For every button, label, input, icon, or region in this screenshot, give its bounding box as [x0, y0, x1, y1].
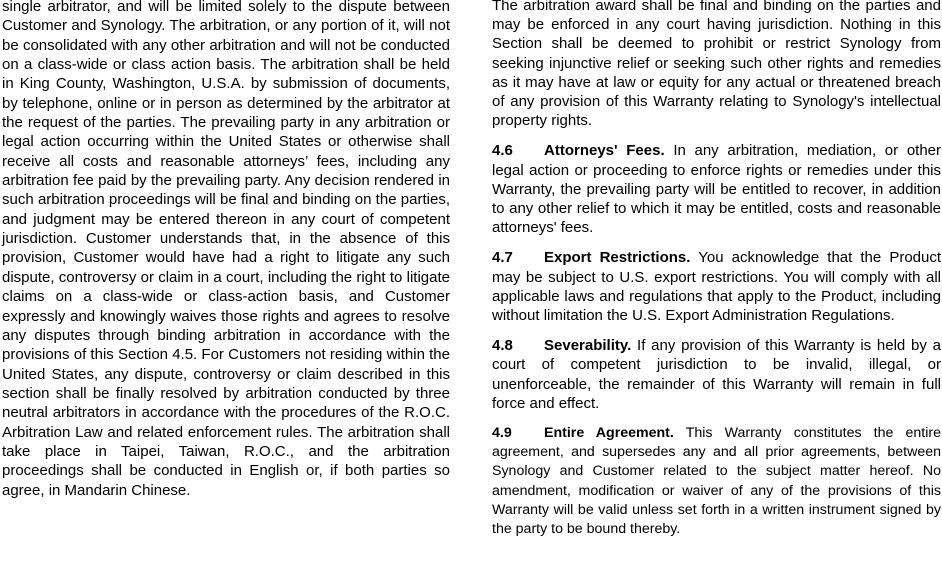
intro-paragraph: The arbitration award shall be final and binding on the parties and may be enforced in any court having jurisdiction. Nothing in this Section shall be deemed to prohibit or restrict Synology from seeking injunctive relief or seeking such other rights and remedies as it may have at law or equity for any actual or threatened breach of any provision of this Warranty relating to Synology's intellectual property rights.: [492, 0, 941, 130]
section-number: 4.8: [492, 337, 513, 355]
section-title: Attorneys' Fees.: [544, 142, 665, 160]
section-body: In any arbitration, mediation, or other legal action or proceeding to enforce rights or remedies under this Warranty, the prevailing party will be entitled to recover, in addition to any other relief to which it may be entitled, costs and reasonable attorneys' fees.: [492, 142, 942, 237]
section-body: You acknowledge that the Product may be subject to U.S. export restrictions. You will comply with all applicable laws and regulations that apply to the Product, including without limitation the U.S. Export Administration Regulations.: [492, 249, 942, 325]
section-number: 4.6: [492, 142, 513, 160]
section-title: Entire Agreement.: [544, 425, 674, 442]
section-4-8: [492, 336, 941, 413]
section-4-7: [492, 248, 941, 325]
section-title: Severability.: [544, 337, 632, 355]
section-number: 4.7: [492, 249, 513, 267]
left-column: [2, 0, 450, 500]
section-number: 4.9: [492, 425, 512, 442]
section-body: If any provision of this Warranty is held by a court of competent jurisdiction to be invalid, illegal, or unenforceable, the remainder of this Warranty will remain in full force and effect.: [492, 337, 941, 412]
section-title: Export Restrictions.: [544, 249, 691, 267]
section-4-6: [492, 141, 941, 237]
left-paragraph: single arbitrator, and will be limited solely to the dispute between Customer and Synology. The arbitration, or any portion of it, will not be consolidated with any other arbitration and will not be conducted on a class-wide or class action basis. The arbitration shall be held in King County, Washington, U.S.A. by submission of documents, by telephone, online or in person as determined by the arbitrator at the request of the parties. The prevailing party in any arbitration or legal action occurring within the United States or otherwise shall receive all costs and reasonable attorneys’ fees, including any arbitration fee paid by the prevailing party. Any decision rendered in such arbitration proceedings will be final and binding on the parties, and judgment may be entered thereon in any court of competent jurisdiction. Customer understands that, in the absence of this provision, Customer would have had a right to litigate any such dispute, controversy or claim in a court, including the right to litigate claims on a class-wide or class-action basis, and Customer expressly and knowingly waives those rights and agrees to resolve any disputes through binding arbitration in accordance with the provisions of this Section 4.5. For Customers not residing within the United States, any dispute, controversy or claim described in this section shall be finally resolved by arbitration conducted by three neutral arbitrators in accordance with the procedures of the R.O.C. Arbitration Law and related enforcement rules. The arbitration shall take place in Taipei, Taiwan, R.O.C., and the arbitration proceedings shall be conducted in English or, if both parties so agree, in Mandarin Chinese.: [2, 0, 450, 499]
section-4-9: [492, 424, 941, 539]
section-body: This Warranty constitutes the entire agreement, and supersedes any and all prior agreements, between Synology and Customer related to the subject matter hereof. No amendment, modification or waiver of any of the provisions of this Warranty will be valid unless set forth in a written instrument signed by the party to be bound thereby.: [492, 425, 941, 538]
right-column: [492, 0, 941, 550]
